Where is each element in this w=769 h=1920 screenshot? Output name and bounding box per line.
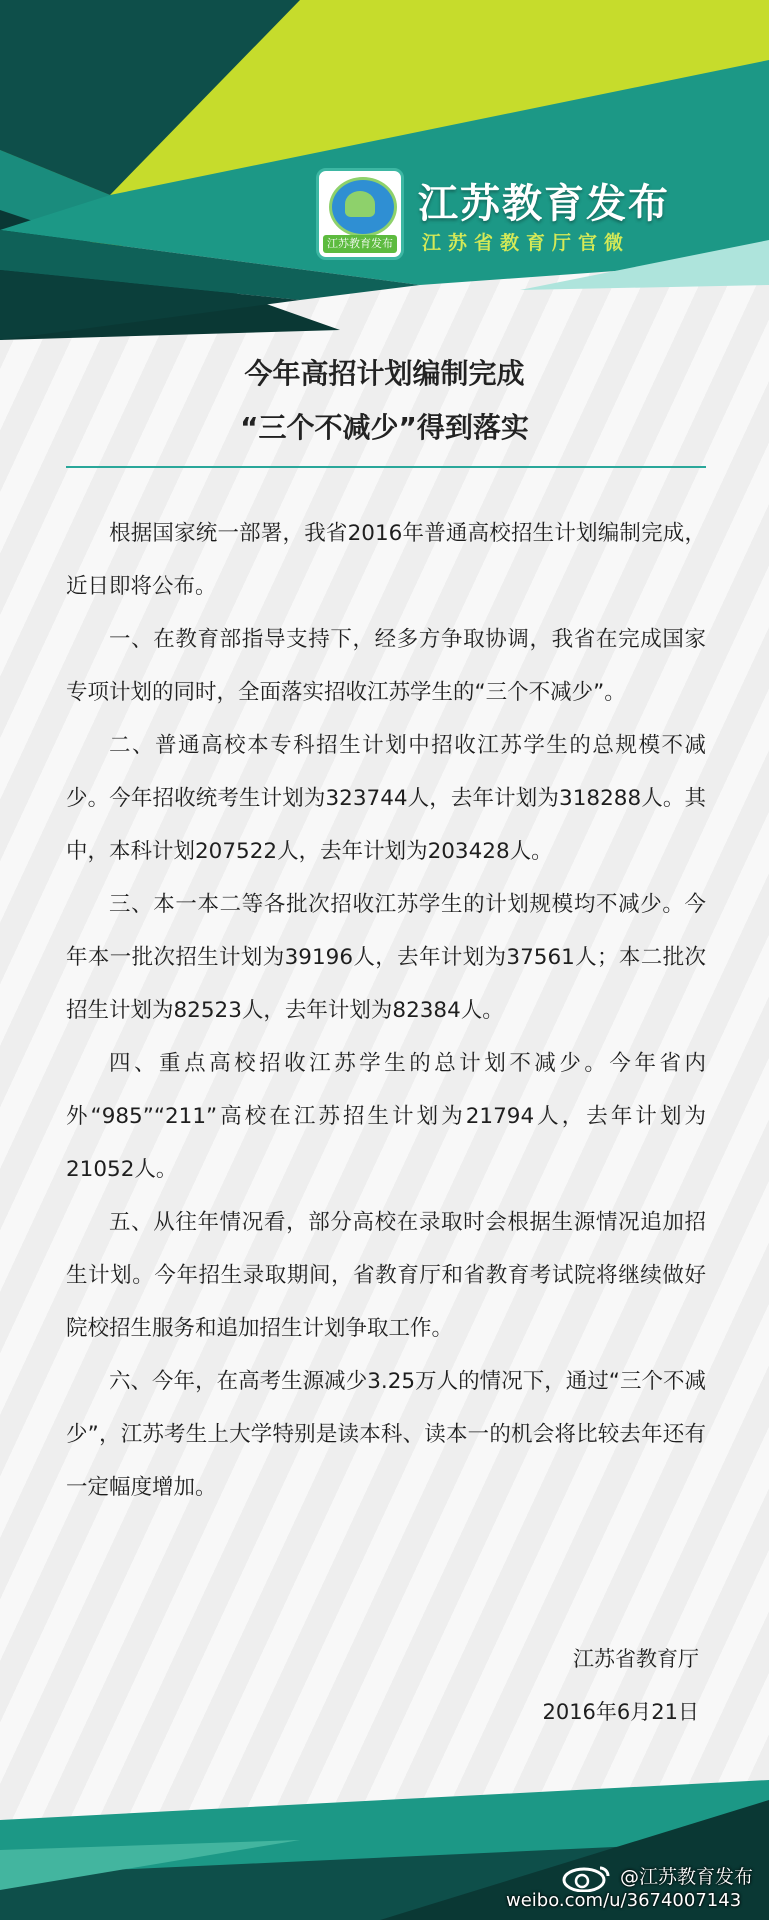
article-title-line2: “三个不减少”得到落实 [240,411,529,444]
brand-subtitle: 江苏省教育厅官微 [422,232,631,254]
brand-title: 江苏教育发布 [418,181,670,227]
signer: 江苏省教育厅 [573,1647,699,1671]
weibo-icon [560,1862,616,1892]
title-divider [66,466,706,468]
publish-date: 2016年6月21日 [542,1700,699,1724]
watermark-url: weibo.com/u/3674007143 [506,1890,742,1911]
paragraph-4: 四、重点高校招收江苏学生的总计划不减少。今年省内外“985”“211”高校在江苏招生计划为21794人，去年计划为21052人。 [66,1051,706,1182]
logo-strip-text: 江苏教育发布 [323,235,397,253]
paragraph-6: 六、今年，在高考生源减少3.25万人的情况下，通过“三个不减少”，江苏考生上大学特别是读本科、读本一的机会将比较去年还有一定幅度增加。 [66,1369,706,1500]
flower-emblem-icon [345,191,375,217]
brand-logo [316,168,404,260]
article-body [66,507,706,1514]
paragraph-intro: 根据国家统一部署，我省2016年普通高校招生计划编制完成，近日即将公布。 [66,521,706,599]
watermark-handle: @江苏教育发布 [620,1866,754,1888]
paragraph-2: 二、普通高校本专科招生计划中招收江苏学生的总规模不减少。今年招收统考生计划为323744人，去年计划为318288人。其中，本科计划207522人，去年计划为203428人。 [66,733,706,864]
article-title-line1: 今年高招计划编制完成 [244,357,525,390]
paragraph-5: 五、从往年情况看，部分高校在录取时会根据生源情况追加招生计划。今年招生录取期间，省教育厅和省教育考试院将继续做好院校招生服务和追加招生计划争取工作。 [66,1210,706,1341]
paragraph-1: 一、在教育部指导支持下，经多方争取协调，我省在完成国家专项计划的同时，全面落实招收江苏学生的“三个不减少”。 [66,627,706,705]
paragraph-3: 三、本一本二等各批次招收江苏学生的计划规模均不减少。今年本一批次招生计划为39196人，去年计划为37561人；本二批次招生计划为82523人，去年计划为82384人。 [66,892,706,1023]
